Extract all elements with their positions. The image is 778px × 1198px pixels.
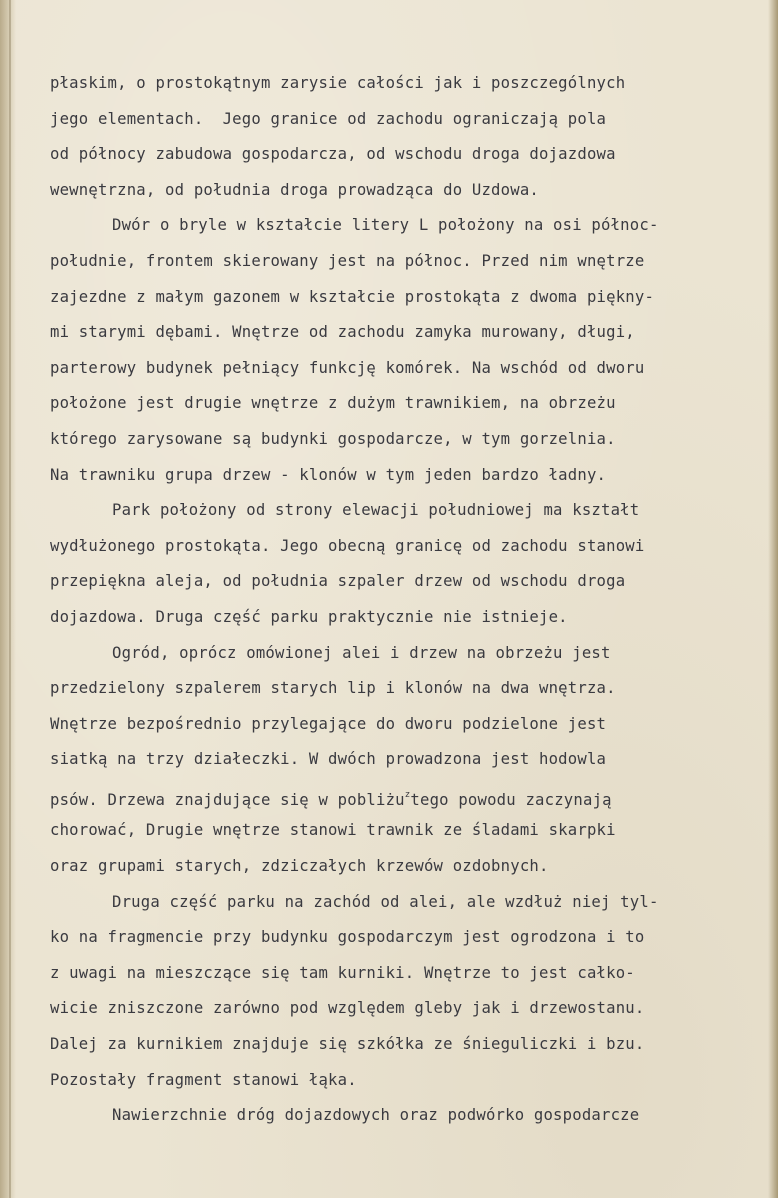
text-line: siatką na trzy działeczki. W dwóch prowadzona jest hodowla <box>50 750 607 769</box>
text-line: przepiękna aleja, od południa szpaler drzew od wschodu droga <box>50 572 626 591</box>
page-right-edge <box>768 0 778 1198</box>
text-line: Na trawniku grupa drzew - klonów w tym jeden bardzo ładny. <box>50 465 607 484</box>
text-line: Pozostały fragment stanowi łąka. <box>50 1070 357 1089</box>
text-line: wewnętrzna, od południa droga prowadząca do Uzdowa. <box>50 180 539 199</box>
text-line: południe, frontem skierowany jest na północ. Przed nim wnętrze <box>50 251 645 270</box>
text-line: położone jest drugie wnętrze z dużym trawnikiem, na obrzeżu <box>50 394 616 413</box>
page-left-edge <box>0 0 16 1198</box>
text-line: Dalej za kurnikiem znajduje się szkółka ze śnieguliczki i bzu. <box>50 1035 645 1054</box>
text-line-with-insertion <box>50 778 750 814</box>
text-line: którego zarysowane są budynki gospodarcze, w tym gorzelnia. <box>50 429 616 448</box>
text-line: zajezdne z małym gazonem w kształcie prostokąta z dwoma piękny- <box>50 287 655 306</box>
handwritten-insertion: z <box>404 789 411 800</box>
text-line: od północy zabudowa gospodarcza, od wschodu droga dojazdowa <box>50 145 616 164</box>
text-fragment: tego powodu zaczynają <box>410 790 612 809</box>
paragraph-first-line: Nawierzchnie dróg dojazdowych oraz podwórko gospodarcze <box>112 1106 640 1125</box>
text-line: dojazdowa. Druga część parku praktycznie nie istnieje. <box>50 607 568 626</box>
text-line: chorować, Drugie wnętrze stanowi trawnik ze śladami skarpki <box>50 821 616 840</box>
typed-text-body <box>50 66 750 1134</box>
paragraph-first-line: Druga część parku na zachód od alei, ale wzdłuż niej tyl- <box>112 892 659 911</box>
binding-line <box>9 0 11 1198</box>
text-line: wydłużonego prostokąta. Jego obecną granicę od zachodu stanowi <box>50 536 645 555</box>
text-line: wicie zniszczone zarówno pod względem gleby jak i drzewostanu. <box>50 999 645 1018</box>
text-line: ko na fragmencie przy budynku gospodarczym jest ogrodzona i to <box>50 928 645 947</box>
text-line: parterowy budynek pełniący funkcję komórek. Na wschód od dworu <box>50 358 645 377</box>
text-line: z uwagi na mieszczące się tam kurniki. Wnętrze to jest całko- <box>50 963 635 982</box>
text-fragment: psów. Drzewa znajdujące się w pobliżu <box>50 790 405 809</box>
text-line: jego elementach. Jego granice od zachodu ograniczają pola <box>50 109 607 128</box>
text-line: przedzielony szpalerem starych lip i klonów na dwa wnętrza. <box>50 679 616 698</box>
paragraph-first-line: Dwór o bryle w kształcie litery L położony na osi północ- <box>112 216 659 235</box>
text-line: oraz grupami starych, zdziczałych krzewów ozdobnych. <box>50 857 549 876</box>
paragraph-first-line: Ogród, oprócz omówionej alei i drzew na obrzeżu jest <box>112 643 611 662</box>
paragraph-first-line: Park położony od strony elewacji południowej ma kształt <box>112 501 640 520</box>
text-line: mi starymi dębami. Wnętrze od zachodu zamyka murowany, długi, <box>50 323 635 342</box>
text-line: Wnętrze bezpośrednio przylegające do dworu podzielone jest <box>50 714 607 733</box>
text-line: płaskim, o prostokątnym zarysie całości jak i poszczególnych <box>50 74 626 92</box>
